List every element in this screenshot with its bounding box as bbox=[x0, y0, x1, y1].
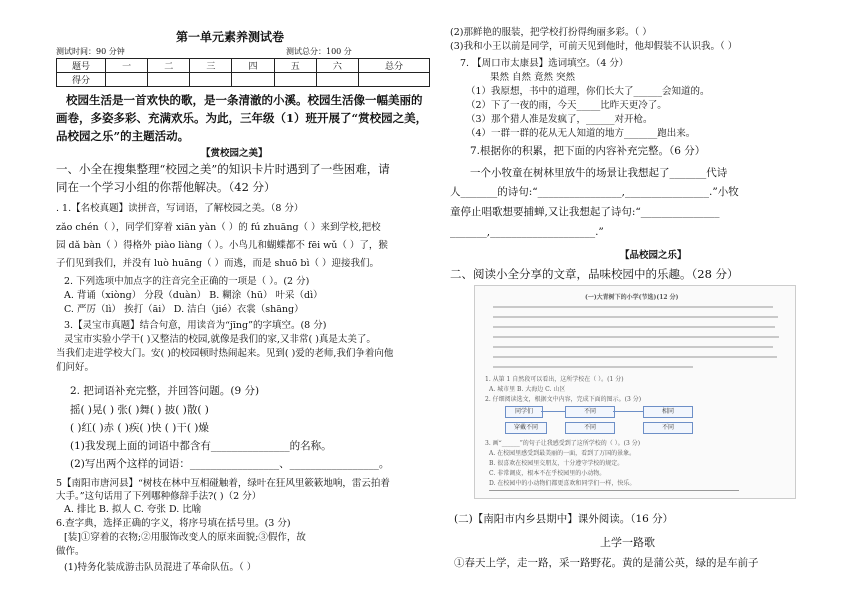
q1-2-options: C. 严厉（lì） 挨打（āi） D. 洁白（jié）衣裳（shāng） bbox=[64, 304, 304, 315]
q1-8-line: _______,____________________.” bbox=[450, 226, 604, 238]
diagram-arrow bbox=[541, 411, 565, 412]
diagram-box: 不同 bbox=[565, 422, 615, 434]
page-title: 第一单元素养测试卷 bbox=[176, 30, 285, 44]
q1-4-words: 摇( )晃( ) 张( )舞( ) 披( )散( ) bbox=[70, 404, 209, 416]
q1-6-definition: 做作。 bbox=[56, 546, 85, 557]
passage-text-line bbox=[493, 306, 773, 308]
table-cell: 题号 bbox=[57, 59, 106, 73]
diagram-box: 不同 bbox=[643, 422, 693, 434]
diagram-box: 同学们 bbox=[505, 406, 543, 418]
diagram-box: 相同 bbox=[643, 406, 693, 418]
passage-q3-option: C. 非常调皮，根本不在乎校园里的小动物。 bbox=[489, 470, 606, 477]
intro-line: 品校园之乐”的主题活动。 bbox=[56, 129, 190, 143]
score-input-cell[interactable] bbox=[106, 73, 148, 87]
q1-4-prompt: 2. 把词语补充完整，并回答问题。(9 分) bbox=[70, 385, 260, 397]
diagram-box: 不同 bbox=[565, 406, 615, 418]
test-total: 测试总分：100 分 bbox=[286, 47, 352, 56]
passage-image bbox=[474, 285, 796, 499]
reading-paragraph: ①春天上学，走一路，采一路野花。黄的是蒲公英，绿的是车前子 bbox=[454, 557, 759, 569]
q1-3-line: 们问好。 bbox=[56, 362, 95, 373]
q1-3-line: 当我们走进学校大门。安( )的校园顿时热闹起来。见到( )爱的老师,我们争着向他 bbox=[56, 348, 394, 359]
score-table bbox=[56, 58, 430, 87]
q1-4-sub: (1)我发现上面的词语中都含有_______________的名称。 bbox=[70, 440, 332, 452]
question-2-2-title: (二)【南阳市内乡县期中】课外阅读。（16 分） bbox=[454, 513, 674, 525]
passage-q3: 3. 画“______”的句子让我感受到了这所学校的（ ）。(3 分) bbox=[485, 440, 641, 447]
question-2-title: 二、阅读小全分享的文章，品味校园中的乐趣。（28 分） bbox=[450, 267, 739, 281]
q1-1-line: 子们见到我们，并没有 luò huāng（ ）而逃，而是 shuō bì（ ）迎接我们。 bbox=[56, 258, 380, 269]
score-table-header-row bbox=[57, 59, 430, 73]
q1-7-word-bank: 果然 自然 竟然 突然 bbox=[490, 72, 576, 83]
passage-title: (一)大青树下的小学(节选)(12 分) bbox=[585, 294, 679, 301]
section-heading-appreciate: 【赏校园之美】 bbox=[201, 148, 268, 159]
table-cell: 四 bbox=[232, 59, 274, 73]
q1-8-line: 童停止唱歌想要捕蝉,又让我想起了诗句:“_______________ bbox=[450, 206, 720, 218]
table-cell: 二 bbox=[148, 59, 190, 73]
score-input-cell[interactable] bbox=[232, 73, 274, 87]
q1-1-line: zǎo chén（ ），同学们穿着 xiān yàn（ ）的 fú zhuāng（ ）来到学校,把校 bbox=[56, 222, 381, 233]
passage-text-line bbox=[493, 366, 693, 368]
q1-2-prompt: 2. 下列选项中加点字的注音完全正确的一项是（ ）。(2 分) bbox=[64, 276, 310, 287]
table-cell: 一 bbox=[106, 59, 148, 73]
q1-8-line: 一个小牧童在树林里放牛的场景让我想起了_______代诗 bbox=[470, 167, 728, 179]
diagram-arrow bbox=[613, 411, 643, 412]
passage-q3-option: B. 很喜欢在校园里交朋友，十分遵守学校的规定。 bbox=[489, 460, 624, 467]
answer-line bbox=[489, 490, 739, 491]
q1-7-item: （1）我原想，书中的道理，你们长大了______会知道的。 bbox=[466, 86, 710, 97]
table-cell: 六 bbox=[316, 59, 358, 73]
table-cell: 总分 bbox=[359, 59, 430, 73]
table-cell: 三 bbox=[190, 59, 232, 73]
q1-7-item: （4）一群一群的花从无人知道的地方_______跑出来。 bbox=[466, 128, 696, 139]
score-input-cell[interactable] bbox=[316, 73, 358, 87]
q1-5-prompt: 大手。”这句话用了下列哪种修辞手法?( )（2 分） bbox=[56, 491, 262, 502]
passage-q2: 2. 仔细阅读选文，根据文中内容，完成下面的图示。(3 分) bbox=[485, 396, 642, 403]
diagram-box: 穿戴不同 bbox=[505, 422, 547, 434]
score-input-cell[interactable] bbox=[359, 73, 430, 87]
q1-6-item: (1)特务化装成游击队员混进了革命队伍。（ ） bbox=[64, 562, 257, 573]
q1-8-prompt: 7.根据你的积累，把下面的内容补充完整。（6 分） bbox=[470, 145, 706, 157]
passage-q1: 1. 从第 1 自然段可以看出，这所学校在（ ）。(1 分) bbox=[485, 376, 624, 383]
q1-4-words: ( )红( )赤 ( )疾( )快 ( )干( )燥 bbox=[70, 422, 209, 434]
q1-8-line: 人_______的诗句:“________________,________________.”小牧 bbox=[450, 186, 739, 198]
q1-7-prompt: 7. 【周口市太康县】选词填空。（4 分） bbox=[460, 58, 629, 69]
intro-line: 画卷，多姿多彩、充满欢乐。为此，三年级（1）班开展了“赏校园之美， bbox=[56, 111, 428, 125]
score-input-cell[interactable] bbox=[148, 73, 190, 87]
test-time: 测试时间：90 分钟 bbox=[56, 47, 125, 56]
q1-4-sub: (2)写出两个这样的词语：_________________、_________________。 bbox=[70, 458, 390, 470]
passage-text-line bbox=[493, 316, 778, 318]
q1-7-item: （2）下了一夜的雨，今天_____比昨天更冷了。 bbox=[466, 100, 667, 111]
q1-6-definition: [装]①穿着的衣物;②用服饰改变人的原来面貌;③假作，故 bbox=[64, 532, 306, 543]
score-input-cell[interactable] bbox=[274, 73, 316, 87]
passage-q1-options: A. 城市里 B. 大海边 C. 山区 bbox=[489, 386, 566, 393]
q1-6-item: (3)我和小王以前是同学，可前天见到他时，他却假装不认识我。（ ） bbox=[450, 41, 738, 52]
q1-6-prompt: 6.查字典，选择正确的字义，将序号填在括号里。(3 分) bbox=[56, 518, 291, 529]
q1-6-item: (2)那鲜艳的服装，把学校打扮得绚丽多彩。（ ） bbox=[450, 27, 652, 38]
q1-7-item: （3）那个猎人准是发疯了，______对开枪。 bbox=[466, 114, 653, 125]
passage-text-line bbox=[493, 346, 773, 348]
q1-5-options: A. 排比 B. 拟人 C. 夸张 D. 比喻 bbox=[64, 504, 202, 515]
passage-q3-option: A. 在校园里感受到最美丽的一面，看到了万国的景象。 bbox=[489, 450, 636, 457]
passage-text-line bbox=[493, 336, 779, 338]
q1-1-line: 园 dǎ bàn（ ）得格外 piào liàng（ ）。小鸟儿和蝴蝶都不 fēi wǔ（ ）了，猴 bbox=[56, 240, 388, 251]
passage-q3-option: D. 在校园中的小动物们都更喜欢和同学们一样，快乐。 bbox=[489, 480, 636, 487]
section-heading-enjoy: 【品校园之乐】 bbox=[620, 250, 687, 261]
q1-3-prompt: 3.【灵宝市真题】结合句意，用读音为“jīng”的字填空。(8 分) bbox=[64, 320, 327, 331]
table-cell: 五 bbox=[274, 59, 316, 73]
question-1-title: 一、小全在搜集整理“校园之美”的知识卡片时遇到了一些困难，请 bbox=[56, 162, 390, 176]
reading-title: 上学一路歌 bbox=[600, 536, 655, 549]
table-cell: 得分 bbox=[57, 73, 106, 87]
q1-2-options: A. 背诵（xiòng） 分段（duàn） B. 糊涂（hū） 叶采（dì） bbox=[64, 290, 323, 301]
passage-text-line bbox=[493, 356, 777, 358]
intro-line: 校园生活是一首欢快的歌，是一条清澈的小溪。校园生活像一幅美丽的 bbox=[66, 93, 423, 107]
q1-1-prompt: . 1.【名校真题】读拼音，写词语，了解校园之美。（8 分） bbox=[56, 203, 304, 214]
passage-text-line bbox=[493, 326, 775, 328]
question-1-title: 同在一个学习小组的你帮他解决。（42 分） bbox=[56, 180, 276, 194]
score-input-cell[interactable] bbox=[190, 73, 232, 87]
q1-5-prompt: 5【南阳市唐河县】“树枝在林中互相碰触着，绿叶在狂风里簌簌地响，雷云拍着 bbox=[56, 478, 390, 489]
score-table-score-row bbox=[57, 73, 430, 87]
q1-3-line: 灵宝市实验小学干( )又整洁的校园,就像是我们的家,又非常( )真是太美了。 bbox=[64, 334, 376, 345]
